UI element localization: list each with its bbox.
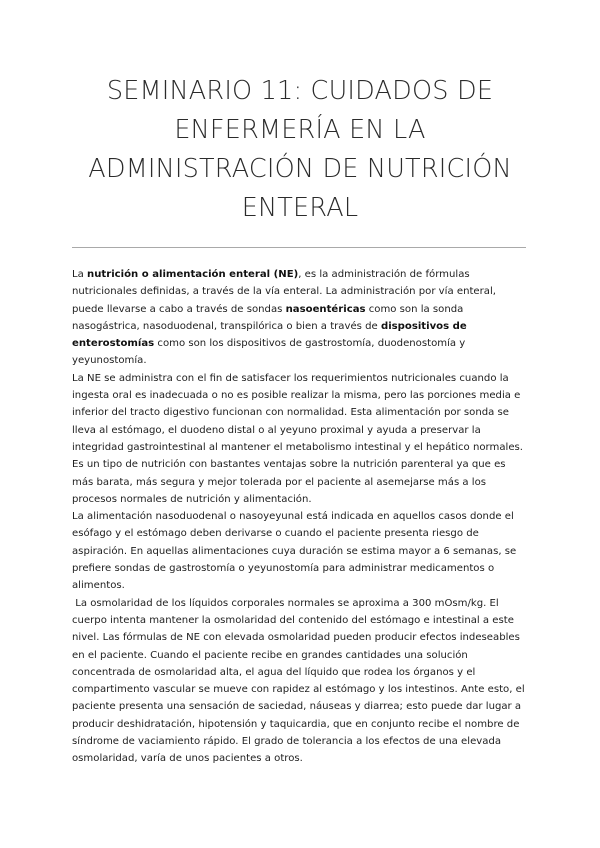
title-line: ENTERAL xyxy=(241,193,359,223)
title-divider xyxy=(72,247,526,248)
text-run: La alimentación nasoduodenal o nasoyeyunal está indicada en aquellos casos donde el esófago y el estómago deben derivarse o cuando el paciente presenta riesgo de aspiración. En aquellas alimentaciones cuya duración se estima mayor a 6 semanas, se prefiere sondas de gastrostomía o yeyunostomía para administrar medicamentos o alimentos. xyxy=(72,511,517,592)
body-text xyxy=(72,266,530,768)
paragraph xyxy=(72,595,530,768)
text-run: La NE se administra con el fin de satisfacer los requerimientos nutricionales cuando la ingesta oral es inadecuada o no es posible realizar la misma, pero las porciones media e inferior del tracto digestivo funcionan con normalidad. Esta alimentación por sonda se lleva al estómago, el duodeno distal o al yeyuno proximal y ayuda a preservar la integridad gastrointestinal al mantener el metabolismo intestinal y el hepático normales. Es un tipo de nutrición con bastantes ventajas sobre la nutrición parenteral ya que es más barata, más segura y mejor tolerada por el paciente al asemejarse más a los procesos normales de nutrición y alimentación. xyxy=(72,372,523,505)
bold-term: nutrición o alimentación enteral (NE) xyxy=(87,269,299,280)
title-line: ADMINISTRACIÓN DE NUTRICIÓN xyxy=(88,154,512,184)
text-run: , es la administración de fórmulas nutricionales definidas, a través de la vía enteral. La administración por vía enteral, puede llevarse a cabo a través de sondas xyxy=(72,269,496,315)
bold-term: dispositivos de enterostomías xyxy=(72,320,467,350)
title-line: SEMINARIO 11: CUIDADOS DE xyxy=(106,76,494,106)
bold-term: nasoentéricas xyxy=(285,303,366,315)
paragraph xyxy=(72,266,530,370)
title-line: ENFERMERÍA EN LA xyxy=(174,115,426,145)
paragraph xyxy=(72,370,530,508)
text-run: La osmolaridad de los líquidos corporales normales se aproxima a 300 mOsm/kg. El cuerpo intenta mantener la osmolaridad del contenido del estómago e intestinal a este nivel. Las fórmulas de NE con elevada osmolaridad pueden producir efectos indeseables en el paciente. Cuando el paciente recibe en grandes cantidades una solución concentrada de osmolaridad alta, el agua del líquido que rodea los órganos y el compartimento vascular se mueve con rapidez al estómago y los intestinos. Ante esto, el paciente presenta una sensación de saciedad, náuseas y diarrea; esto puede dar lugar a producir deshidratación, hipotensión y taquicardia, que en conjunto recibe el nombre de síndrome de vaciamiento rápido. El grado de tolerancia a los efectos de una elevada osmolaridad, varía de unos pacientes a otros. xyxy=(72,597,525,765)
page-title xyxy=(60,72,540,228)
text-run: como son la sonda nasogástrica, nasoduodenal, transpilórica o bien a través de xyxy=(72,303,464,332)
text-run: como son los dispositivos de gastrostomía, duodenostomía y yeyunostomía. xyxy=(72,338,466,367)
text-run: La xyxy=(72,269,88,280)
paragraph xyxy=(72,508,530,594)
